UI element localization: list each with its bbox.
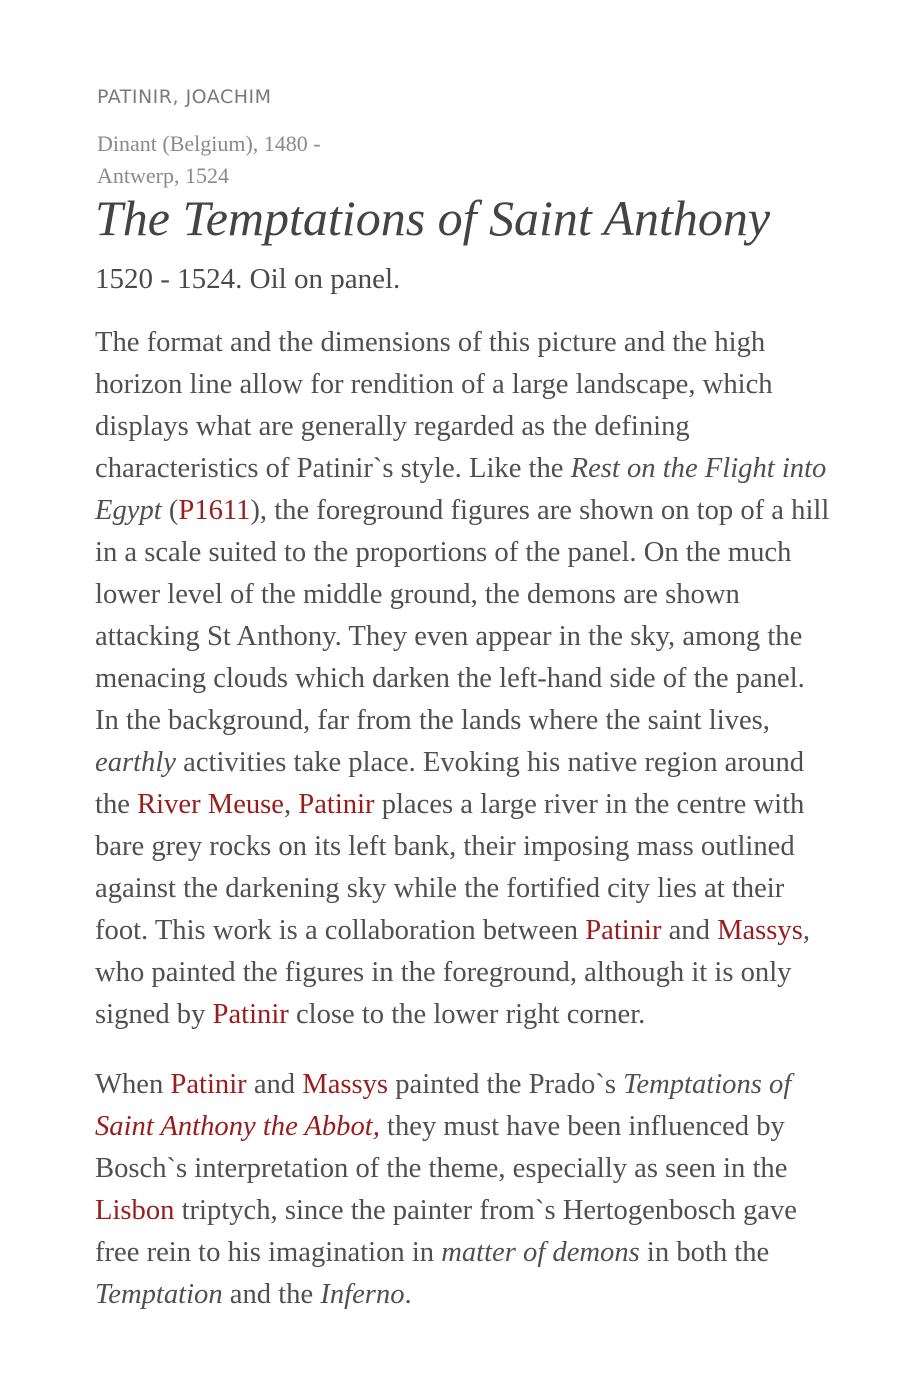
text-run: , xyxy=(284,789,299,820)
link-patinir[interactable]: Patinir xyxy=(170,1069,247,1100)
link-saint-anthony-the-abbot[interactable]: Saint Anthony the Abbot, xyxy=(95,1111,380,1142)
italic-work-title: Temptation xyxy=(95,1279,223,1310)
text-run: and the xyxy=(222,1279,321,1310)
link-lisbon[interactable]: Lisbon xyxy=(95,1195,175,1226)
link-massys[interactable]: Massys xyxy=(302,1069,389,1100)
link-p1611[interactable]: P1611 xyxy=(178,495,251,526)
italic-work-title: Rest on the Flight into Egypt xyxy=(95,453,827,526)
link-patinir[interactable]: Patinir xyxy=(585,915,662,946)
text-run: , who painted the figures in the foreground, although it is only signed by xyxy=(95,915,811,1030)
artwork-description xyxy=(95,322,835,1316)
text-run: ), the foreground figures are shown on top of a hill in a scale suited to the proportions of the panel. On the much lower level of the middle ground, the demons are shown attacking St Anthony. They even appear in the sky, among the menacing clouds which darken the left-hand side of the panel. In the background, far from the lands where the saint lives, xyxy=(95,495,830,736)
link-massys[interactable]: Massys xyxy=(717,915,803,946)
text-run: activities take place. Evoking his native region around the xyxy=(95,747,805,820)
link-patinir[interactable]: Patinir xyxy=(298,789,375,820)
description-paragraph-1 xyxy=(95,322,835,1036)
text-run: The format and the dimensions of this picture and the high horizon line allow for rendition of a large landscape, which displays what are generally regarded as the defining characteristics of Patinir`s style. Like the xyxy=(95,327,773,484)
italic-work-title: Inferno xyxy=(320,1279,405,1310)
text-run: they must have been influenced by Bosch`s interpretation of the theme, especially as seen in the xyxy=(95,1111,788,1184)
italic-work-title: Temptations of xyxy=(623,1069,792,1100)
text-run: and xyxy=(246,1069,303,1100)
text-run: When xyxy=(95,1069,171,1100)
author-bio: Dinant (Belgium), 1480 - Antwerp, 1524 xyxy=(97,131,321,188)
text-run: close to the lower right corner. xyxy=(288,999,646,1030)
link-river-meuse[interactable]: River Meuse xyxy=(137,789,284,820)
text-run: ( xyxy=(161,495,179,526)
text-run: triptych, since the painter from`s Hertogenbosch gave free rein to his imagination in xyxy=(95,1195,797,1268)
description-paragraph-2 xyxy=(95,1064,835,1316)
artwork-meta: 1520 - 1524. Oil on panel. xyxy=(95,263,401,295)
text-run: places a large river in the centre with bare grey rocks on its left bank, their imposing mass outlined against the darkening sky while the fortified city lies at their foot. This work is a collaboration between xyxy=(95,789,805,946)
artwork-title: The Temptations of Saint Anthony xyxy=(95,190,771,246)
text-run: painted the Prado`s xyxy=(388,1069,624,1100)
italic-term: earthly xyxy=(95,747,176,778)
link-patinir[interactable]: Patinir xyxy=(212,999,289,1030)
author-name[interactable]: PATINIR, JOACHIM xyxy=(97,86,272,108)
text-run: and xyxy=(661,915,718,946)
text-run: in both the xyxy=(639,1237,770,1268)
italic-term: matter of demons xyxy=(441,1237,640,1268)
text-run: . xyxy=(404,1279,412,1310)
